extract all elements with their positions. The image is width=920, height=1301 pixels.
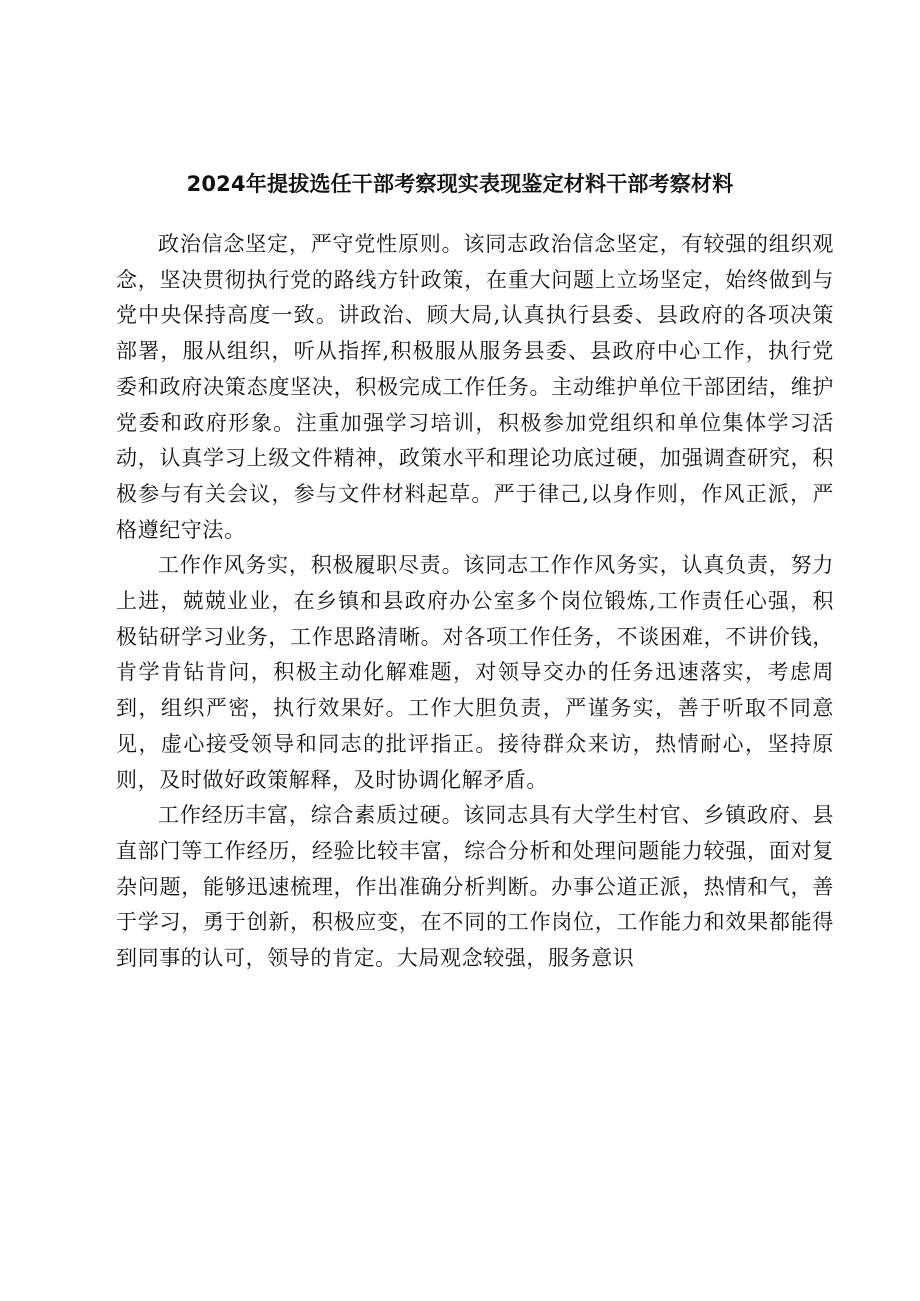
paragraph-work-style: 工作作风务实，积极履职尽责。该同志工作作风务实，认真负责，努力上进，兢兢业业，在乡镇和县政府办公室多个岗位锻炼,工作责任心强，积极钻研学习业务，工作思路清晰。对各项工作任务，不谈困难，不讲价钱，肯学肯钻肯问，积极主动化解难题，对领导交办的任务迅速落实，考虑周到，组织严密，执行效果好。工作大胆负责，严谨务实，善于听取不同意见，虚心接受领导和同志的批评指正。接待群众来访，热情耐心，坚持原则，及时做好政策解释，及时协调化解矛盾。 (116, 553, 834, 792)
paragraph-work-experience: 工作经历丰富，综合素质过硬。该同志具有大学生村官、乡镇政府、县直部门等工作经历，经验比较丰富，综合分析和处理问题能力较强，面对复杂问题，能够迅速梳理，作出准确分析判断。办事公道正派，热情和气，善于学习，勇于创新，积极应变，在不同的工作岗位，工作能力和效果都能得到同事的认可，领导的肯定。大局观念较强，服务意识 (116, 803, 834, 971)
paragraph-political-conviction: 政治信念坚定，严守党性原则。该同志政治信念坚定，有较强的组织观念，坚决贯彻执行党的路线方针政策，在重大问题上立场坚定，始终做到与党中央保持高度一致。讲政治、顾大局,认真执行县委、县政府的各项决策部署，服从组织，听从指挥,积极服从服务县委、县政府中心工作，执行党委和政府决策态度坚决，积极完成工作任务。主动维护单位干部团结，维护党委和政府形象。注重加强学习培训，积极参加党组织和单位集体学习活动，认真学习上级文件精神，政策水平和理论功底过硬，加强调查研究，积极参与有关会议，参与文件材料起草。严于律己,以身作则，作风正派，严格遵纪守法。 (116, 232, 834, 542)
document-title: 2024年提拔选任干部考察现实表现鉴定材料干部考察材料 (186, 172, 734, 196)
document-body (116, 227, 834, 977)
